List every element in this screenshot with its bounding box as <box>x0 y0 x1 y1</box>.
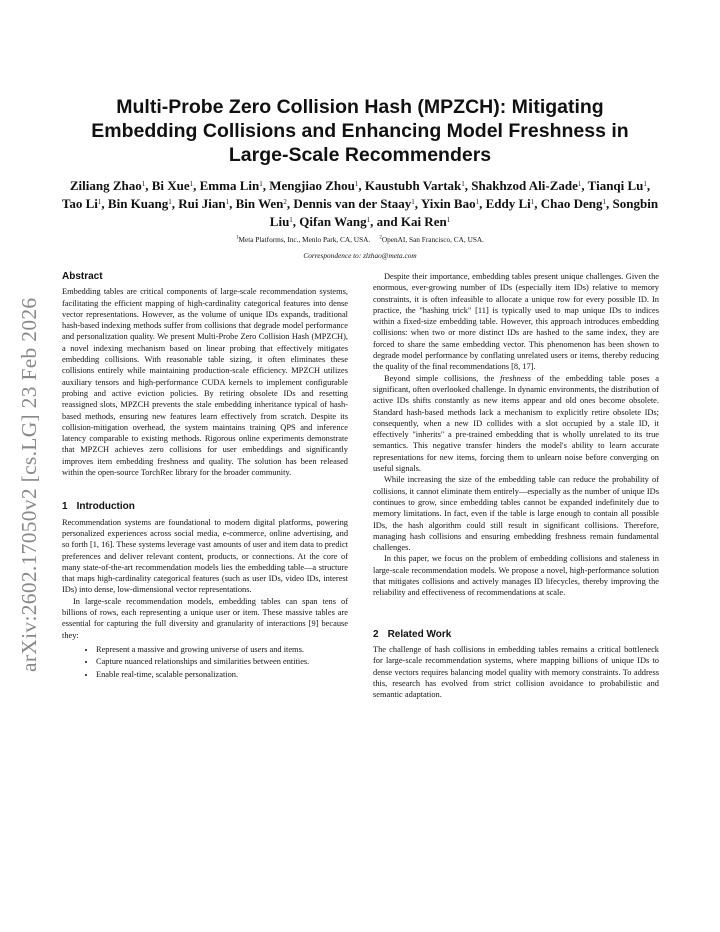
affiliation: $^2$OpenAI, San Francisco, CA, USA. <box>379 235 485 245</box>
author: Yixin Bao$^1$, <box>420 196 486 211</box>
author: Bin Kuang$^1$, <box>107 196 179 211</box>
section-number: 1 <box>62 501 68 513</box>
author: Mengjiao Zhou$^1$, <box>269 178 365 193</box>
affiliations <box>60 234 660 245</box>
section-title: Introduction <box>76 501 135 513</box>
author: Eddy Li$^1$, <box>485 196 541 211</box>
paragraph: In large-scale recommendation models, embedding tables can span tens of billions of rows, each representing a unique user or item. These massive tables are essential for capturing the full diversity and granularity of interactions [9] because they: <box>62 596 348 640</box>
right-column <box>373 271 659 700</box>
left-column <box>62 271 348 681</box>
section-heading <box>373 629 659 640</box>
author: Songbin Liu$^1$, <box>269 196 659 229</box>
list-item: • Represent a massive and growing universe of users and items. <box>96 644 348 655</box>
author: Emma Lin$^1$, <box>199 178 270 193</box>
abstract-heading: Abstract <box>62 271 103 282</box>
paragraph: Despite their importance, embedding tables present unique challenges. Given the enormous, ever-growing number of IDs (especially item IDs) relative to memory constraints, it is often infeasible to allocate a unique row for every possible ID. In practice, the "hashing trick" [11] is typically used to map unique IDs to indices within a fixed-size embedding table. However, this approach introduces embedding collisions: when two or more distinct IDs are hashed to the same index, they are forced to share the same embedding vector. This phenomenon has been shown to degrade model performance by conflating unrelated users or items, thereby reducing the quality of the final recommendations [8, 17]. <box>373 272 659 372</box>
author: Kaustubh Vartak$^1$, <box>364 178 472 193</box>
paragraph: The challenge of hash collisions in embedding tables remains a critical bottleneck for large-scale recommendation systems, where mapping billions of unique IDs to dense vectors requires balancing model quality with memory constraints. To address this, research has evolved from strict collision avoidance to probabilistic and semantic adaptation. <box>373 644 659 700</box>
author: Shakhzod Ali-Zade$^1$, <box>471 178 588 193</box>
section-title: Related Work <box>387 628 452 640</box>
author: Tao Li$^1$, <box>61 196 108 211</box>
arxiv-watermark: arXiv:2602.17050v2 [cs.LG] 23 Feb 2026 <box>17 297 41 672</box>
abstract-text: Embedding tables are critical components of large-scale recommendation systems, facilitating the efficient mapping of high-cardinality categorical features into dense vector representations. However, as the volume of unique IDs expands, traditional hash-based indexing methods suffer from collisions that degrade model performance and personalization quality. We present Multi-Probe Zero Collision Hash (MPZCH), a novel indexing mechanism based on linear probing that effectively mitigates embedding collisions. With reasonable table sizing, it often eliminates these collisions entirely while maintaining production-scale efficiency. MPZCH utilizes auxiliary tensors and high-performance CUDA kernels to implement configurable probing and active eviction policies. By retiring obsolete IDs and resetting reassigned slots, MPZCH prevents the stale embedding inheritance typical of hash-based methods, ensuring new features learn effectively from scratch. Despite its collision-mitigation overhead, the system maintains training QPS and inference latency comparable to existing methods. Rigorous online experiments demonstrate that MPZCH achieves zero collisions for user embeddings and significantly improves item embedding freshness and quality. The solution has been released within the open-source TorchRec library for the broader community. <box>62 287 348 478</box>
section-number: 2 <box>373 628 379 640</box>
section-heading <box>62 501 348 512</box>
title-line: Embedding Collisions and Enhancing Model Freshness in <box>91 120 629 142</box>
author: Bin Wen$^2$, <box>235 196 294 211</box>
author: Dennis van der Staay$^1$, <box>293 196 421 211</box>
paragraph: Beyond simple collisions, the freshness of the embedding table poses a significant, often overlooked challenge. In dynamic environments, the distribution of active IDs shifts constantly as new items appear and old ones become obsolete. Standard hash-based methods lack a mechanism to explicitly retire obsolete IDs; consequently, when a new ID collides with a slot occupied by a stale ID, it effectively "inherits" a pre-trained embedding that is wholly unrelated to its true semantics. This negative transfer hinders the model's ability to learn accurate representations for new items, forcing them to unlearn noise before converging on useful signals. <box>373 373 659 474</box>
author: Tianqi Lu$^1$, <box>587 178 651 193</box>
correspondence: Correspondence to: zlzhao@meta.com <box>303 251 417 260</box>
author: Rui Jian$^1$, <box>178 196 236 211</box>
title-line: Large-Scale Recommenders <box>228 144 492 166</box>
bullet-list <box>62 644 348 680</box>
emphasis: freshness <box>500 373 531 383</box>
author: Chao Deng$^1$, <box>540 196 613 211</box>
paragraph: Recommendation systems are foundational to modern digital platforms, powering personalized experiences across social media, e-commerce, online advertising, and so forth [1, 16]. These systems leverage vast amounts of user and item data to predict preferences and deliver relevant content, products, or connections. At the core of many state-of-the-art recommendation models lies the embedding table—a structure that maps high-cardinality categorical features (such as user IDs, video IDs, interest IDs) into dense, low-dimensional vector representations. <box>62 517 348 595</box>
list-item: • Enable real-time, scalable personalization. <box>96 669 348 680</box>
paragraph: While increasing the size of the embedding table can reduce the probability of collisions, it cannot eliminate them entirely—especially as the number of unique IDs continues to grow, since embedding tables cannot be expanded indefinitely due to memory limitations. In fact, even if the table is large enough to contain all possible IDs, the hash algorithm could still result in significant collisions. Therefore, managing hash collisions and ensuring embedding freshness remain fundamental challenges. <box>373 475 659 553</box>
paper-title <box>60 95 660 167</box>
author: Bi Xue$^1$, <box>151 178 200 193</box>
title-line: Multi-Probe Zero Collision Hash (MPZCH): Mitigating <box>116 96 604 118</box>
paragraph: In this paper, we focus on the problem of embedding collisions and staleness in large-scale recommendation models. We propose a novel, high-performance solution that mitigates collisions and actively manages ID lifecycles, thereby improving the reliability and effectiveness of recommendations at scale. <box>373 554 659 598</box>
author: Qifan Wang$^1$, and <box>299 214 401 229</box>
author: Ziliang Zhao$^1$, <box>69 178 152 193</box>
affiliation: $^1$Meta Platforms, Inc., Menlo Park, CA, USA. <box>235 235 371 245</box>
author: Kai Ren$^1$ <box>400 214 451 229</box>
author-list <box>60 177 660 231</box>
list-item: • Capture nuanced relationships and similarities between entities. <box>96 656 348 667</box>
